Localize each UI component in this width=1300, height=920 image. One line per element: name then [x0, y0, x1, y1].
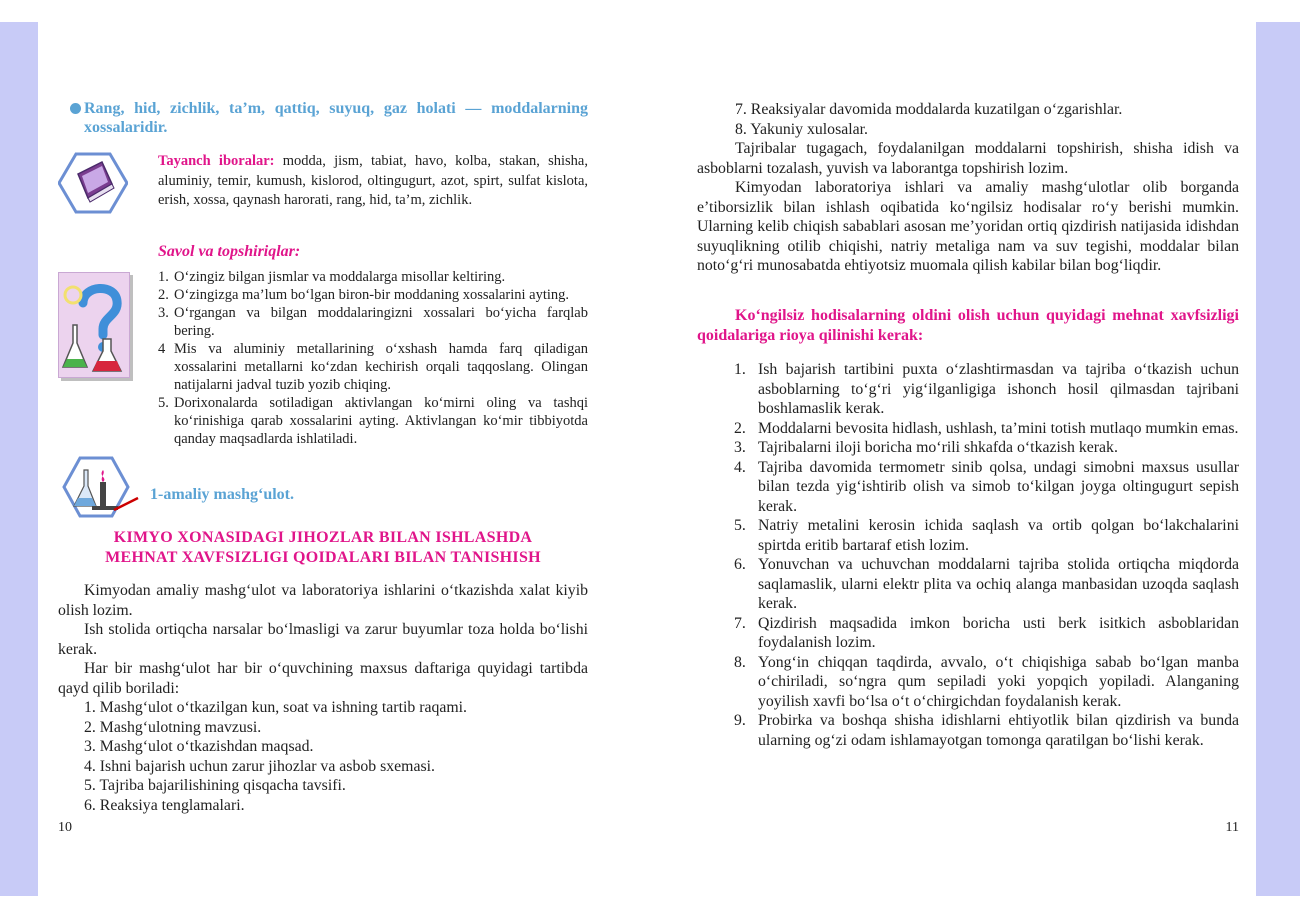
paragraph: Kimyodan laboratoriya ishlari va amaliy mashg‘ulotlar olib borganda e’tiborsizlik bilan ishlash oqibatida ko‘ngilsiz hodisalar ro‘y berishi mumkin. Ularning kelib chiqish sabablari asosan me’yoridan ortiq qizdirish natijasida idishdan suyuqlikning otilib chiqishi, natriy metaliga nam va suv tegishi, moddalar bilan noto‘g‘ri munosabatda ehtiyotsiz muomala qilish kabilar bilan bog‘liqdir. — [697, 179, 1239, 274]
right-margin-band — [1256, 22, 1300, 896]
list-item: 3. Mashg‘ulot o‘tkazishdan maqsad. — [84, 738, 314, 755]
rule-text: Moddalarni bevosita hidlash, ushlash, ta’mini totish mutlaqo mumkin emas. — [758, 419, 1239, 437]
rule-item — [697, 360, 1239, 419]
rule-number: 6. — [734, 556, 746, 573]
rule-text: Yong‘in chiqqan taqdirda, avvalo, o‘t chiqishiga sabab bo‘lgan manba o‘chiriladi, so‘ngra qum sepiladi yoki yopqich yopiladi. Alanganing yoyilish xavfi bo‘lsa o‘t o‘chirgichdan foydalanish kerak. — [758, 653, 1239, 710]
rule-item — [697, 458, 1239, 517]
rule-number: 2. — [734, 419, 746, 437]
question-item — [158, 304, 588, 340]
rule-text: Yonuvchan va uchuvchan moddalarni tajriba stolida ortiqcha miqdorda saqlamaslik, ularni elektr plita va ochiq alanga manbasidan uzoqda saqlash kerak. — [758, 556, 1239, 612]
rule-item — [697, 711, 1239, 750]
safety-rules-block — [697, 360, 1239, 750]
section-title-line: KIMYO XONASIDAGI JIHOZLAR BILAN ISHLASHDA — [113, 529, 533, 546]
rule-number: 4. — [734, 458, 746, 476]
rule-number: 9. — [734, 712, 746, 729]
section-title-line: MEHNAT XAVFSIZLIGI QOIDALARI BILAN TANISHISH — [105, 549, 541, 566]
rule-item — [697, 419, 1239, 439]
rule-number: 1. — [734, 361, 746, 378]
question-flasks-icon — [58, 272, 130, 378]
rule-item — [697, 438, 1239, 458]
list-item: 5. Tajriba bajarilishining qisqacha tavsifi. — [84, 777, 346, 794]
rule-text: Natriy metalini kerosin ichida saqlash va ortib qolgan bo‘lakchalarini spirtda eritib bartaraf etish lozim. — [758, 517, 1239, 554]
question-item — [158, 394, 588, 448]
question-text: O‘rgangan va bilgan moddalaringizni xossalari bo‘yicha farqlab bering. — [174, 305, 588, 339]
keywords-block — [158, 152, 588, 211]
practical-session-label: 1-amaliy mashg‘ulot. — [150, 486, 294, 503]
rule-text: Probirka va boshqa shisha idishlarni ehtiyotlik bilan qizdirish va bunda ularning og‘zi odam ishlamayotgan tomonga qaratilgan bo‘lishi kerak. — [758, 712, 1239, 749]
paragraph: Kimyodan amaliy mashg‘ulot va laboratoriya ishlarini o‘tkazishda xalat kiyib olish lozim. — [58, 582, 588, 619]
list-item: 8. Yakuniy xulosalar. — [735, 120, 868, 138]
questions-heading: Savol va topshiriqlar: — [158, 243, 301, 260]
paragraph: Ish stolida ortiqcha narsalar bo‘lmasligi va zarur buyumlar toza holda bo‘lishi kerak. — [58, 621, 588, 658]
question-number: 2. — [158, 287, 169, 303]
page-number-right: 11 — [1225, 820, 1239, 835]
safety-rules-list — [697, 360, 1239, 750]
book-icon — [58, 152, 128, 214]
lab-burner-icon — [62, 456, 140, 518]
rule-item — [697, 653, 1239, 712]
rule-text: Qizdirish maqsadida imkon boricha usti berk isitkich asboblaridan foydalanish lozim. — [758, 614, 1239, 651]
question-text: Dorixonalarda sotiladigan aktivlangan ko‘mirni oling va tashqi ko‘rinishiga qarab xossalarini ayting. Aktivlangan ko‘mir tibbiyotda qanday maqsadlarda ishlatiladi. — [174, 395, 588, 447]
list-item: 1. Mashg‘ulot o‘tkazilgan kun, soat va ishning tartib raqami. — [84, 699, 467, 716]
rule-number: 5. — [734, 517, 746, 534]
rule-number: 7. — [734, 614, 746, 632]
list-item: 4. Ishni bajarish uchun zarur jihozlar va asbob sxemasi. — [84, 757, 435, 775]
rule-text: Ish bajarish tartibini puxta o‘zlashtirmasdan va tajriba o‘tkazish uchun asboblarning to‘g‘ri yig‘ilganligiga ishonch hosil qilmasdan tajribani boshlamaslik kerak. — [758, 361, 1239, 417]
question-number: 4 — [158, 341, 166, 357]
paragraph: Har bir mashg‘ulot har bir o‘quvchining maxsus daftariga quyidagi tartibda qayd qilib boriladi: — [58, 660, 588, 697]
properties-heading-text: Rang, hid, zichlik, ta’m, qattiq, suyuq, gaz holati — moddalarning xossalaridir. — [84, 100, 588, 136]
question-text: Mis va aluminiy metallarining o‘xshash hamda farq qiladigan xossalarini metallarni ko‘zdan kechirish orqali taqqoslang. Olingan natijalarni jadval tuzib yozib chiqing. — [174, 341, 588, 393]
question-number: 1. — [158, 269, 169, 285]
rule-item — [697, 614, 1239, 653]
question-text: O‘zingizga ma’lum bo‘lgan biron-bir moddaning xossalarini ayting. — [174, 287, 570, 303]
left-margin-band — [0, 22, 38, 896]
paragraph: Tajribalar tugagach, foydalanilgan moddalarni topshirish, shisha idish va asboblarni tozalash, yuvish va laborantga topshirish lozim. — [697, 140, 1239, 177]
keywords-text: modda, jism, tabiat, havo, kolba, stakan, shisha, aluminiy, temir, kumush, kislorod, oltingugurt, azot, spirt, sulfat kislota, erish, xossa, qaynash harorati, rang, hid, ta’m, ziсhlik. — [158, 153, 588, 208]
properties-heading — [84, 99, 588, 137]
question-item — [158, 340, 588, 394]
question-number: 5. — [158, 395, 169, 411]
safety-rules-heading: Ko‘ngilsiz hodisalarning oldini olish uchun quyidagi mehnat xavfsizligi qoidalariga rioya qilinishi kerak: — [697, 307, 1239, 344]
left-body-text — [58, 581, 588, 815]
question-item — [158, 286, 588, 304]
right-body-text — [697, 100, 1239, 276]
questions-list — [158, 268, 588, 448]
list-item: 2. Mashg‘ulotning mavzusi. — [84, 718, 262, 736]
rule-item — [697, 555, 1239, 614]
question-item — [158, 268, 588, 286]
keywords-label: Tayanch iboralar: — [158, 153, 275, 169]
rule-text: Tajriba davomida termometr sinib qolsa, undagi simobni maxsus usullar bilan tezda yig‘ishtirib olish va simob to‘kilgan joyga oltingugurt sepish kerak. — [758, 458, 1239, 515]
rule-number: 8. — [734, 653, 746, 671]
section-title — [58, 528, 588, 568]
question-text: O‘zingiz bilgan jismlar va moddalarga misollar keltiring. — [174, 269, 506, 285]
page-number-left: 10 — [58, 820, 72, 835]
list-item: 6. Reaksiya tenglamalari. — [84, 796, 245, 814]
bullet-dot-icon — [70, 103, 81, 114]
rule-item — [697, 516, 1239, 555]
rule-number: 3. — [734, 439, 746, 456]
list-item: 7. Reaksiyalar davomida moddalarda kuzatilgan o‘zgarishlar. — [735, 101, 1123, 118]
rule-text: Tajribalarni iloji boricha mo‘rili shkafda o‘tkazish kerak. — [758, 439, 1118, 456]
question-number: 3. — [158, 305, 169, 321]
